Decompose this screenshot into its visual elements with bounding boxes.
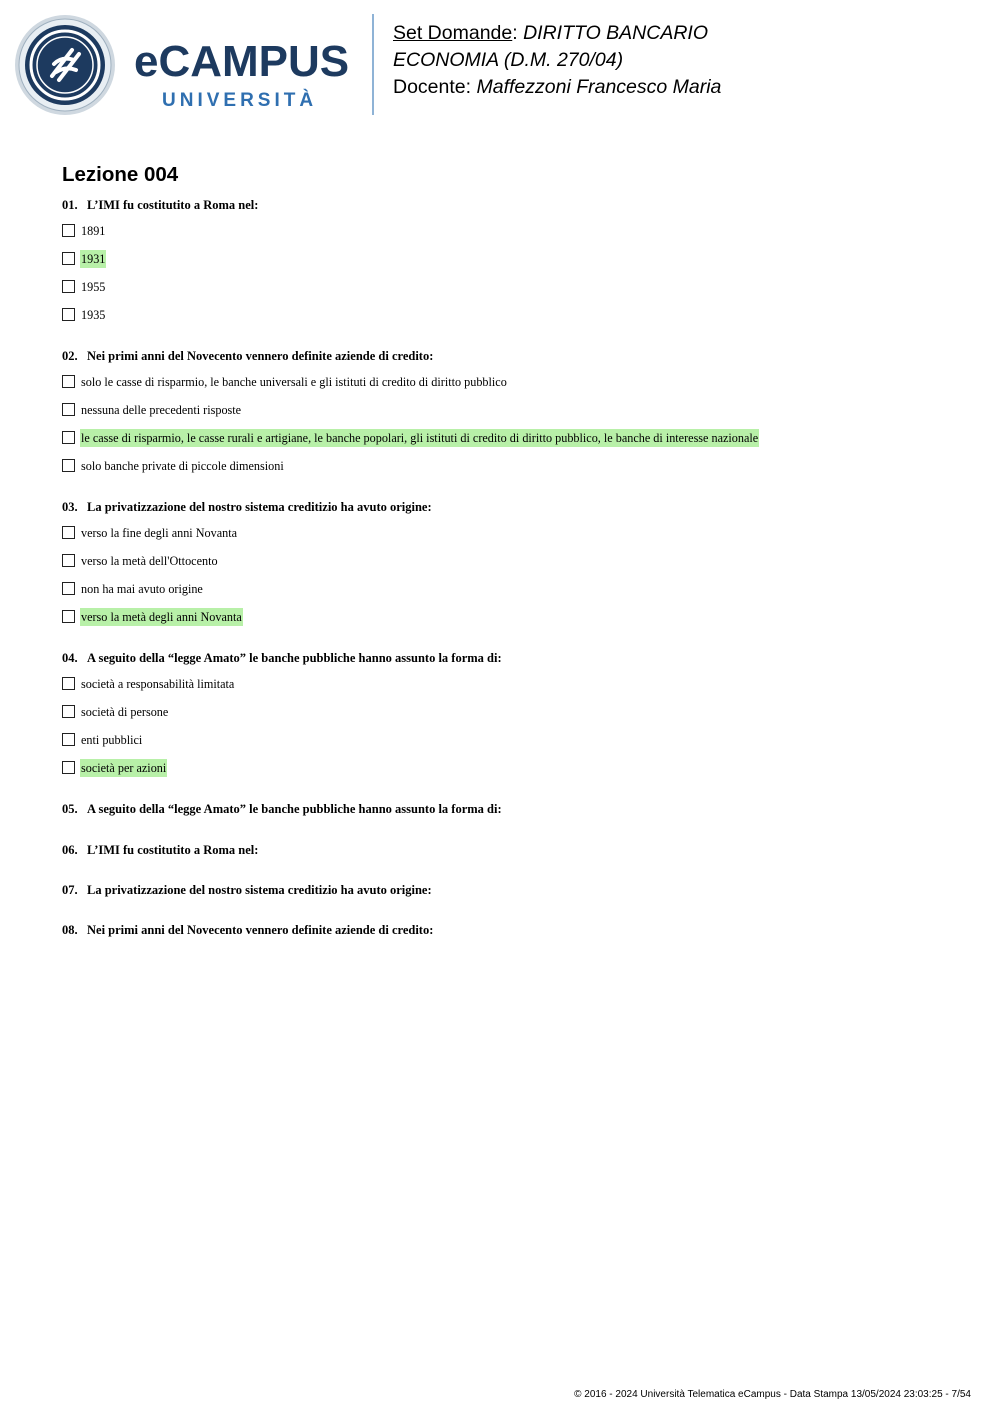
- question-07: [62, 882, 432, 898]
- teacher-label: Docente:: [393, 76, 472, 98]
- answer-text: 1891: [81, 224, 106, 238]
- answer-checkbox[interactable]: [62, 733, 75, 746]
- answer-checkbox[interactable]: [62, 761, 75, 774]
- question-05: [62, 801, 502, 817]
- course-line-1: Set Domande: DIRITTO BANCARIO: [393, 22, 709, 44]
- answer-option[interactable]: [62, 523, 432, 545]
- answer-option[interactable]: [62, 730, 502, 752]
- question-number: 03.: [62, 500, 78, 514]
- question-text: A seguito della “legge Amato” le banche pubbliche hanno assunto la forma di:: [87, 802, 502, 816]
- teacher-line: [393, 74, 721, 101]
- question-text: L’IMI fu costitutito a Roma nel:: [87, 198, 259, 212]
- page-footer: © 2016 - 2024 Università Telematica eCampus - Data Stampa 13/05/2024 23:03:25 - 7/54: [574, 1389, 971, 1400]
- header-divider: [372, 14, 374, 115]
- answer-option[interactable]: [62, 249, 258, 271]
- question-number: 01.: [62, 198, 78, 212]
- teacher-name: Maffezzoni Francesco Maria: [476, 76, 722, 98]
- question-text: A seguito della “legge Amato” le banche pubbliche hanno assunto la forma di:: [87, 651, 502, 665]
- answer-option[interactable]: [62, 428, 759, 450]
- answer-checkbox[interactable]: [62, 308, 75, 321]
- answer-option[interactable]: [62, 551, 432, 573]
- answer-option[interactable]: [62, 372, 507, 394]
- header-info: [393, 20, 721, 101]
- question-heading: [62, 882, 432, 898]
- question-number: 07.: [62, 883, 78, 897]
- question-06: [62, 842, 258, 858]
- question-text: La privatizzazione del nostro sistema creditizio ha avuto origine:: [87, 500, 432, 514]
- answer-checkbox[interactable]: [62, 459, 75, 472]
- question-number: 08.: [62, 923, 78, 937]
- answer-option[interactable]: [62, 674, 502, 696]
- answer-text: solo banche private di piccole dimensioni: [81, 459, 284, 473]
- answer-option[interactable]: [62, 702, 502, 724]
- answer-checkbox[interactable]: [62, 610, 75, 623]
- question-number: 05.: [62, 802, 78, 816]
- answer-text-correct: società per azioni: [81, 761, 167, 775]
- answer-text: non ha mai avuto origine: [81, 582, 203, 596]
- course-name: DIRITTO BANCARIO: [523, 22, 709, 44]
- answer-text-correct: 1931: [81, 252, 106, 266]
- course-line-2: [393, 47, 721, 74]
- answer-text: società di persone: [81, 705, 169, 719]
- question-text: L’IMI fu costitutito a Roma nel:: [87, 843, 259, 857]
- answer-option[interactable]: [62, 277, 258, 299]
- answer-option[interactable]: [62, 579, 432, 601]
- answer-text-correct: le casse di risparmio, le casse rurali e artigiane, le banche popolari, gli istituti di credito di diritto pubblico, le banche di interesse nazionale: [81, 431, 759, 445]
- answer-text: verso la metà dell'Ottocento: [81, 554, 218, 568]
- question-number: 04.: [62, 651, 78, 665]
- set-label: Set Domande: [393, 22, 513, 44]
- answer-option[interactable]: [62, 607, 432, 629]
- answer-checkbox[interactable]: [62, 403, 75, 416]
- question-08: [62, 922, 433, 938]
- question-text: Nei primi anni del Novecento vennero definite aziende di credito:: [87, 349, 434, 363]
- answer-option[interactable]: [62, 758, 502, 780]
- answer-checkbox[interactable]: [62, 252, 75, 265]
- question-text: Nei primi anni del Novecento vennero definite aziende di credito:: [87, 923, 434, 937]
- question-heading: [62, 197, 258, 213]
- logo-wordmark: eCAMPUS: [134, 37, 350, 86]
- question-02: [62, 348, 759, 478]
- question-number: 02.: [62, 349, 78, 363]
- answer-checkbox[interactable]: [62, 526, 75, 539]
- answer-text: enti pubblici: [81, 733, 143, 747]
- lesson-title: Lezione 004: [62, 163, 179, 186]
- answer-text-correct: verso la metà degli anni Novanta: [81, 610, 242, 624]
- answer-text: solo le casse di risparmio, le banche universali e gli istituti di credito di diritto pubblico: [81, 375, 507, 389]
- question-heading: [62, 922, 433, 938]
- question-heading: [62, 801, 502, 817]
- question-heading: [62, 650, 502, 666]
- answer-checkbox[interactable]: [62, 705, 75, 718]
- logo-subtitle: UNIVERSITÀ: [162, 90, 318, 111]
- answer-option[interactable]: [62, 456, 433, 478]
- answer-option[interactable]: [62, 221, 258, 243]
- course-degree: ECONOMIA (D.M. 270/04): [393, 49, 624, 71]
- answer-checkbox[interactable]: [62, 554, 75, 567]
- question-heading: [62, 842, 258, 858]
- answer-checkbox[interactable]: [62, 224, 75, 237]
- question-text: La privatizzazione del nostro sistema creditizio ha avuto origine:: [87, 883, 432, 897]
- ecampus-logo: [14, 14, 359, 118]
- answer-text: 1955: [81, 280, 106, 294]
- answer-text: società a responsabilità limitata: [81, 677, 235, 691]
- ecampus-emblem-icon: [14, 14, 359, 118]
- question-01: [62, 197, 258, 327]
- answer-text: nessuna delle precedenti risposte: [81, 403, 242, 417]
- answer-checkbox[interactable]: [62, 431, 75, 444]
- question-heading: [62, 499, 432, 515]
- answer-text: 1935: [81, 308, 106, 322]
- question-04: [62, 650, 502, 780]
- answer-checkbox[interactable]: [62, 582, 75, 595]
- answer-text: verso la fine degli anni Novanta: [81, 526, 238, 540]
- answer-option[interactable]: [62, 400, 433, 422]
- answer-option[interactable]: [62, 305, 258, 327]
- answer-checkbox[interactable]: [62, 375, 75, 388]
- question-number: 06.: [62, 843, 78, 857]
- answer-checkbox[interactable]: [62, 280, 75, 293]
- question-heading: [62, 348, 433, 364]
- answer-checkbox[interactable]: [62, 677, 75, 690]
- question-03: [62, 499, 432, 629]
